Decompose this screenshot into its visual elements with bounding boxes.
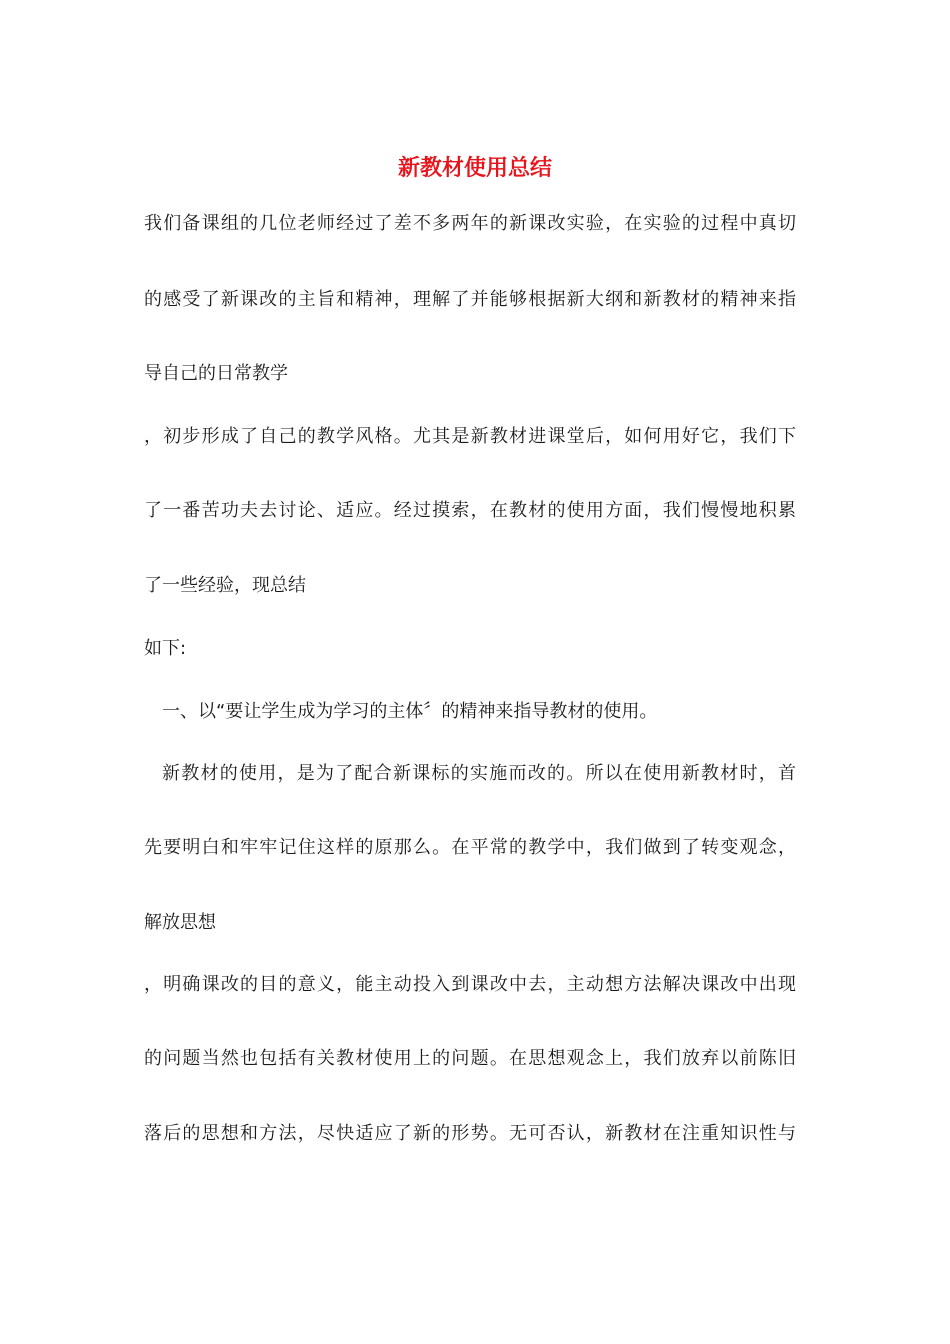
body-line: ，初步形成了自己的教学风格。尤其是新教材进课堂后，如何用好它，我们下 (144, 426, 796, 447)
body-line: 了一些经验，现总结 (144, 575, 306, 596)
body-line: 我们备课组的几位老师经过了差不多两年的新课改实验，在实验的过程中真切 (144, 213, 796, 234)
body-line: 解放思想 (144, 912, 216, 933)
document-title: 新教材使用总结 (397, 155, 552, 181)
body-line: 如下: (144, 638, 187, 659)
body-line: ，明确课改的目的意义，能主动投入到课改中去，主动想方法解决课改中出现 (144, 974, 796, 995)
body-line: 新教材的使用，是为了配合新课标的实施而改的。所以在使用新教材时，首 (162, 763, 796, 784)
section-heading: 一、以“要让学生成为学习的主体〞的精神来指导教材的使用。 (162, 701, 658, 722)
body-line: 了一番苦功夫去讨论、适应。经过摸索，在教材的使用方面，我们慢慢地积累 (144, 500, 796, 521)
body-line: 落后的思想和方法，尽快适应了新的形势。无可否认，新教材在注重知识性与 (144, 1123, 796, 1144)
body-line: 先要明白和牢牢记住这样的原那么。在平常的教学中，我们做到了转变观念， (144, 837, 796, 858)
body-line: 的感受了新课改的主旨和精神，理解了并能够根据新大纲和新教材的精神来指 (144, 289, 796, 310)
body-line: 导自己的日常教学 (144, 363, 288, 384)
body-line: 的问题当然也包括有关教材使用上的问题。在思想观念上，我们放弃以前陈旧 (144, 1048, 796, 1069)
